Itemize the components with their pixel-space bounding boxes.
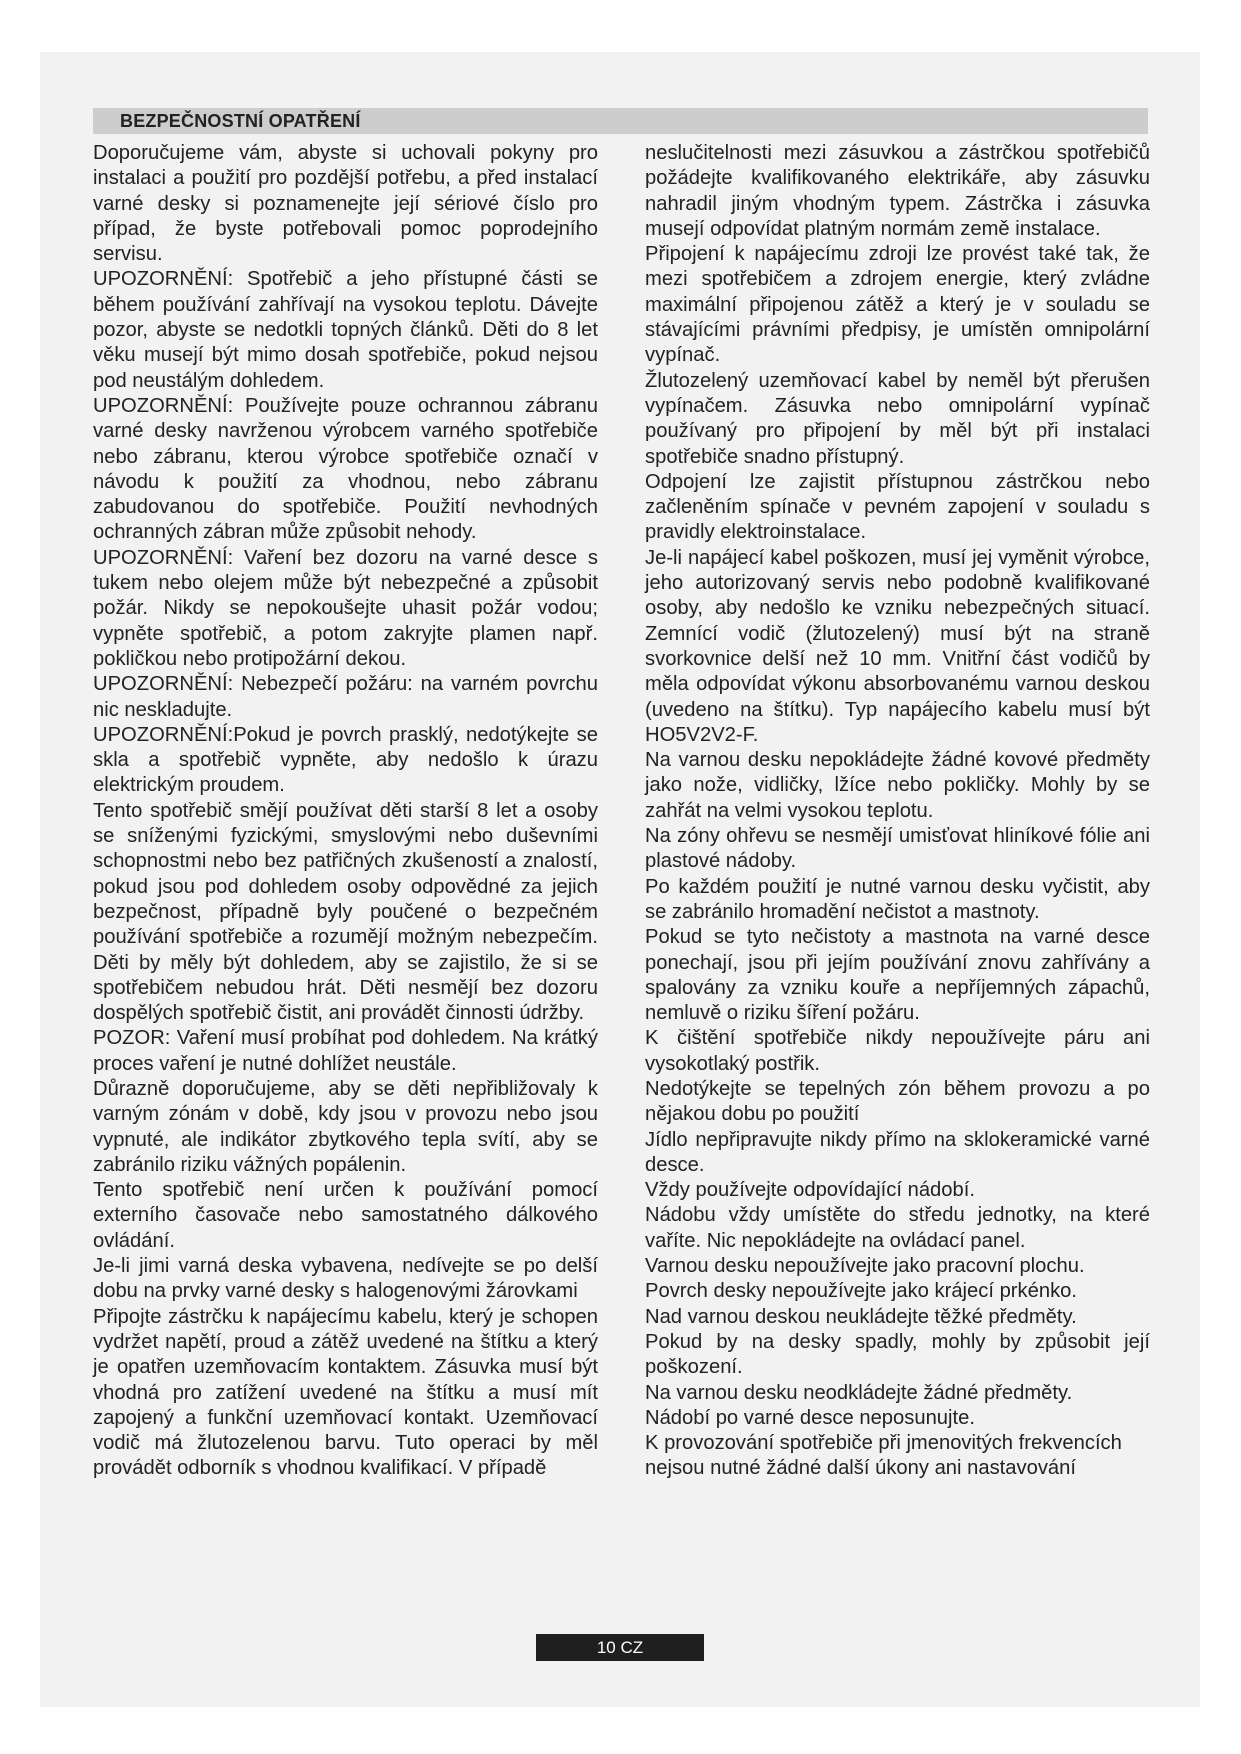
paragraph: Nad varnou deskou neukládejte těžké předměty. <box>645 1305 1077 1328</box>
paragraph: K čištění spotřebiče nikdy nepoužívejte páru ani vysokotlaký postřik. <box>645 1027 1150 1075</box>
paragraph: UPOZORNĚNÍ:Pokud je povrch prasklý, nedotýkejte se skla a spotřebič vypněte, aby nedošlo k úrazu elektrickým proudem. <box>93 723 598 797</box>
paragraph: UPOZORNĚNÍ: Nebezpečí požáru: na varném povrchu nic neskladujte. <box>93 673 598 721</box>
right-column <box>645 141 1150 1482</box>
paragraph: Odpojení lze zajistit přístupnou zástrčkou nebo začleněním spínače v pevném zapojení v souladu s pravidly elektroinstalace. <box>645 470 1150 544</box>
paragraph: Doporučujeme vám, abyste si uchovali pokyny pro instalaci a použití pro pozdější potřebu, a před instalací varné desky si poznamenejte její sériové číslo pro případ, že byste potřebovali pomoc poprodejního servisu. <box>93 142 598 266</box>
paragraph: Povrch desky nepoužívejte jako krájecí prkénko. <box>645 1280 1078 1303</box>
paragraph: UPOZORNĚNÍ: Vaření bez dozoru na varné desce s tukem nebo olejem může být nebezpečné a způsobit požár. Nikdy se nepokoušejte uhasit požár vodou; vypněte spotřebič, a potom zakryjte plamen např. pokličkou nebo protipožární dekou. <box>93 546 598 670</box>
paragraph: Pokud by na desky spadly, mohly by způsobit její poškození. <box>645 1330 1150 1379</box>
paragraph: Nedotýkejte se tepelných zón během provozu a po nějakou dobu po použití <box>645 1077 1150 1126</box>
paragraph: Na varnou desku nepokládejte žádné kovové předměty jako nože, vidličky, lžíce nebo pokličky. Mohly by se zahřát na velmi vysokou teplotu. <box>645 749 1150 822</box>
page-number-bar <box>536 1634 704 1661</box>
paragraph: K provozování spotřebiče při jmenovitých frekvencích nejsou nutné žádné další úkony ani nastavování <box>645 1432 1122 1480</box>
paragraph: neslučitelnosti mezi zásuvkou a zástrčkou spotřebičů požádejte kvalifikovaného elektrikáře, aby zásuvku nahradil jiným vhodným typem. Zástrčka i zásuvka musejí odpovídat platným normám země instalace. <box>645 142 1150 240</box>
section-header <box>93 108 1148 134</box>
left-column <box>93 141 598 1482</box>
paragraph: UPOZORNĚNÍ: Spotřebič a jeho přístupné části se během používání zahřívají na vysokou teplotu. Dávejte pozor, abyste se nedotkli topných článků. Děti do 8 let věku musejí být mimo dosah spotřebiče, pokud nejsou pod neustálým dohledem. <box>93 268 598 392</box>
paragraph: UPOZORNĚNÍ: Používejte pouze ochrannou zábranu varné desky navrženou výrobcem varného spotřebiče nebo zábranu, kterou výrobce spotřebiče označí v návodu k použití za vhodnou, nebo zábranu zabudovanou do spotřebiče. Použití nevhodných ochranných zábran může způsobit nehody. <box>93 394 598 544</box>
paragraph: Varnou desku nepoužívejte jako pracovní plochu. <box>645 1255 1085 1278</box>
page-number: 10 CZ <box>596 1638 644 1657</box>
paragraph: Tento spotřebič není určen k používání pomocí externího časovače nebo samostatného dálkového ovládání. <box>93 1179 598 1252</box>
section-title: BEZPEČNOSTNÍ OPATŘENÍ <box>120 111 361 131</box>
paragraph: Připojení k napájecímu zdroji lze provést také tak, že mezi spotřebičem a zdrojem energie, který zvládne maximální připojenou zátěž a který je v souladu se stávajícími právními předpisy, je umístěn omnipolární vypínač. <box>645 243 1150 367</box>
paragraph: Na varnou desku neodkládejte žádné předměty. <box>645 1381 1073 1404</box>
paragraph: Je-li jimi varná deska vybavena, nedívejte se po delší dobu na prvky varné desky s halogenovými žárovkami <box>93 1255 598 1303</box>
paragraph: Pokud se tyto nečistoty a mastnota na varné desce ponechají, jsou při jejím používání znovu zahřívány a spalovány za vzniku kouře a nepříjemných zápachů, nemluvě o riziku šíření požáru. <box>645 926 1150 1025</box>
paragraph: POZOR: Vaření musí probíhat pod dohledem. Na krátký proces vaření je nutné dohlížet neustále. <box>93 1027 598 1075</box>
paragraph: Žlutozelený uzemňovací kabel by neměl být přerušen vypínačem. Zásuvka nebo omnipolární vypínač používaný pro připojení by měl být při instalaci spotřebiče snadno přístupný. <box>645 369 1150 468</box>
paragraph: Nádobu vždy umístěte do středu jednotky, na které vaříte. Nic nepokládejte na ovládací panel. <box>645 1204 1150 1252</box>
paragraph: Po každém použití je nutné varnou desku vyčistit, aby se zabránilo hromadění nečistot a mastnoty. <box>645 875 1150 923</box>
paragraph: Na zóny ohřevu se nesmějí umisťovat hliníkové fólie ani plastové nádoby. <box>645 825 1150 873</box>
paragraph: Je-li napájecí kabel poškozen, musí jej vyměnit výrobce, jeho autorizovaný servis nebo podobně kvalifikované osoby, aby nedošlo ke vzniku nebezpečných situací. Zemnící vodič (žlutozelený) musí být na straně svorkovnice delší než 10 mm. Vnitřní část vodičů by měla odpovídat výkonu absorbovanému varnou deskou (uvedeno na štítku). Typ napájecího kabelu musí být HO5V2V2-F. <box>645 546 1150 746</box>
paragraph: Jídlo nepřipravujte nikdy přímo na sklokeramické varné desce. <box>645 1128 1150 1176</box>
paragraph: Důrazně doporučujeme, aby se děti nepřibližovaly k varným zónám v době, kdy jsou v provozu nebo jsou vypnuté, ale indikátor zbytkového tepla svítí, aby se zabránilo riziku vážných popálenin. <box>93 1077 598 1176</box>
paragraph: Vždy používejte odpovídající nádobí. <box>645 1179 975 1202</box>
paragraph: Připojte zástrčku k napájecímu kabelu, který je schopen vydržet napětí, proud a zátěž uvedené na štítku a který je opatřen uzemňovacím kontaktem. Zásuvka musí být vhodná pro zatížení uvedené na štítku a musí mít zapojený a funkční uzemňovací kontakt. Uzemňovací vodič má žlutozelenou barvu. Tuto operaci by měl provádět odborník s vhodnou kvalifikací. V případě <box>93 1305 598 1480</box>
paragraph: Tento spotřebič smějí používat děti starší 8 let a osoby se sníženými fyzickými, smyslovými nebo duševními schopnostmi nebo bez patřičných zkušeností a znalostí, pokud jsou pod dohledem osoby odpovědné za jejich bezpečnost, případně byly poučené o bezpečném používání spotřebiče a rozumějí možným nebezpečím. Děti by měly být dohledem, aby se zajistilo, že si se spotřebičem nebudou hrát. Děti nesmějí bez dozoru dospělých spotřebič čistit, ani provádět činnosti údržby. <box>93 799 598 1025</box>
paragraph: Nádobí po varné desce neposunujte. <box>645 1406 975 1429</box>
